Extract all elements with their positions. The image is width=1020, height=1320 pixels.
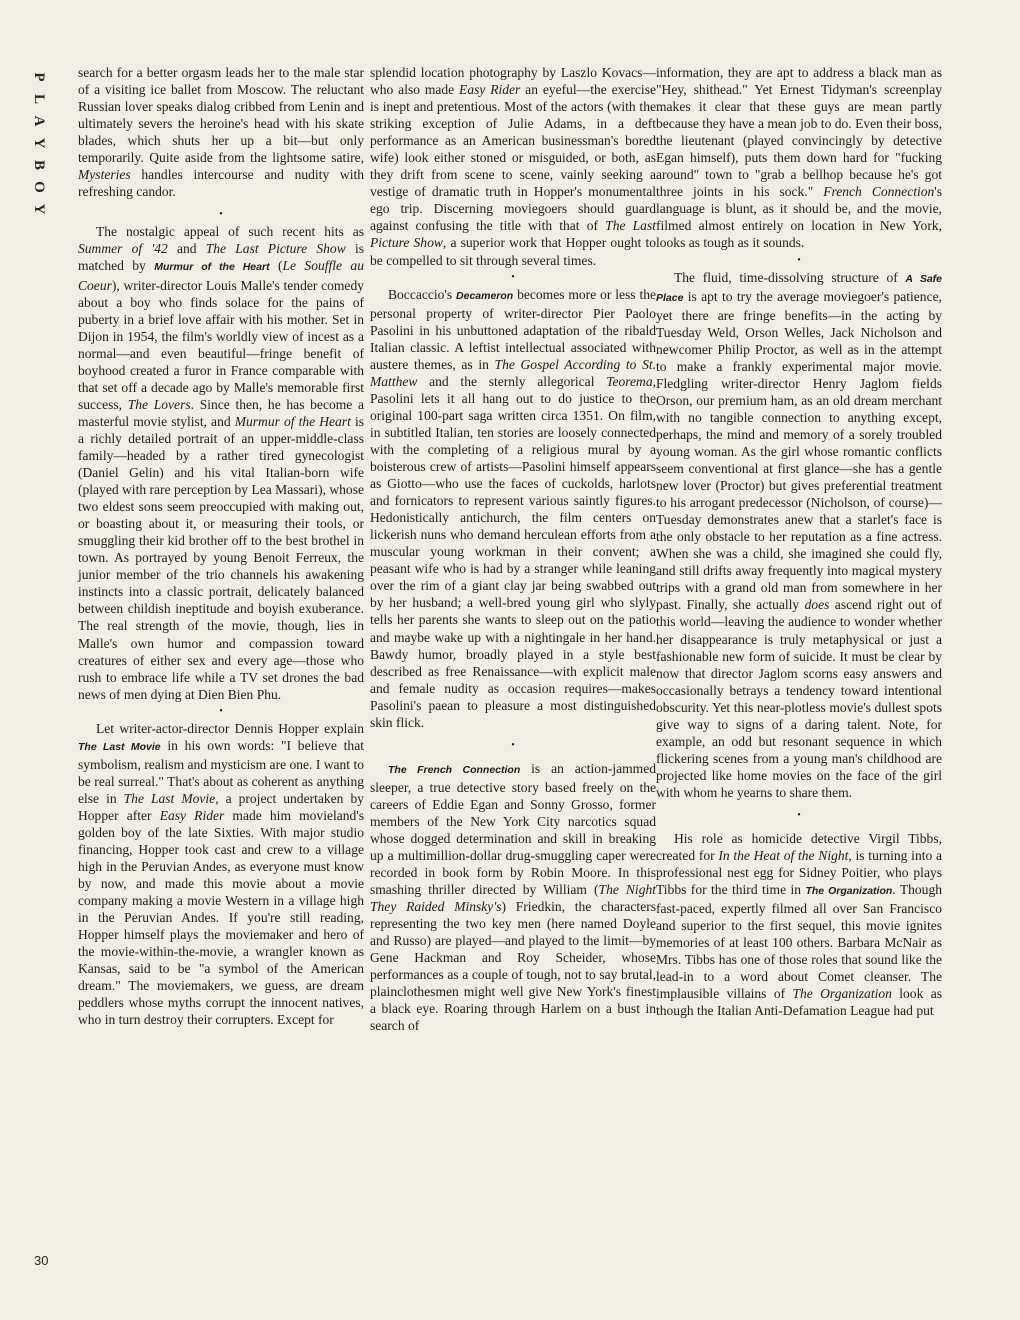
masthead-letter: P	[31, 72, 47, 82]
section-divider: •	[797, 254, 801, 266]
film-title: Decameron	[456, 289, 514, 302]
paragraph: The fluid, time-dissolving structure of A Safe Place is apt to try the average moviegoer's patience, yet there are fringe benefits—in the acting by Tuesday Weld, Orson Welles, Jack Nicholson and newcomer Philip Proctor, as well as in the attempt to make a frankly experimental major movie. Fledgling writer-director Henry Jaglom fields Orson, our premium ham, as an old dream merchant with no tangible connection to anything except, perhaps, the mind and memory of a sorely troubled young woman. As the girl whose romantic conflicts seem conventional at first glance—she has a gentle new lover (Proctor) but gives preferential treatment to his arrogant predecessor (Nicholson, of course)—Tuesday demonstrates anew that a starlet's face is the only obstacle to her reputation as a fine actress. When she was a child, she imagined she could fly, and still drifts away frequently into magical mystery trips with a grand old man from somewhere in her past. Finally, she actually does ascend right out of this world—leaving the audience to wonder whether her disappearance is truly metaphysical or just a fashionable new form of suicide. It must be clear by now that director Jaglom scorns easy answers and occasionally betrays a tendency toward intentional obscurity. Yet this near-plotless movie's dullest spots give way to signs of a daring talent. Note, for example, an odd but resonant sequence in which flickering scenes from a young man's childhood are projected like home movies on the face of the girl with whom he yearns to share them.	[656, 269, 943, 800]
masthead-letter: B	[31, 159, 47, 170]
paragraph: His role as homicide detective Virgil Tibbs, created for In the Heat of the Night, is turning into a professional nest egg for Sidney Poitier, who plays Tibbs for the third time in The Organization. Though fast-paced, expertly filmed all over San Francisco and superior to the first sequel, this movie ignites memories of at least 100 others. Barbara McNair as Mrs. Tibbs has one of those roles that sound like the lead-in to a word about Comet cleanser. The implausible villains of The Organization look as though the Italian Anti-Defamation League had put	[656, 830, 942, 1019]
magazine-masthead	[28, 66, 50, 220]
film-title: A Safe Place	[656, 272, 943, 304]
film-title: The Organization	[805, 885, 893, 898]
paragraph: Let writer-actor-director Dennis Hopper explain The Last Movie in his own words: "I believe that symbolism, realism and mysticism are one. I want to be real surreal." That's about as coherent as anything else in The Last Movie, a project undertaken by Hopper after Easy Rider made him movieland's golden boy of the late Sixties. With major studio financing, Hopper took cast and crew to a village high in the Peruvian Andes, as everyone must know by now, and made this movie about a movie company making a movie Western in a village high in the Peruvian Andes. If you're still reading, Hopper himself plays the moviemaker and hero of the movie-within-the-movie, a wrangler known as Kansas, said to be "a symbol of the American dream." The moviemakers, we guess, are dream peddlers whose myths corrupt the innocent natives, who in turn destroy their corrupters. Except for	[78, 720, 365, 1028]
masthead-letter: Y	[31, 137, 47, 149]
paragraph: The French Connection is an action-jammed sleeper, a true detective story based freely on the careers of Eddie Egan and Sonny Grosso, former members of the New York City narcotics squad whose dogged determination and skill in breaking up a multimillion-dollar drug-smuggling caper were recorded in book form by Robin Moore. In this smashing thriller directed by William (The Night They Raided Minsky's) Friedkin, the characters representing the two key men (here named Doyle and Russo) are played—and played to the limit—by Gene Hackman and Roy Scheider, whose performances as a couple of tough, not to say brutal, plainclothesmen might well give New York's finest a black eye. Roaring through Harlem on a bust in search of	[370, 760, 656, 1034]
section-divider: •	[797, 809, 801, 821]
masthead-letter: A	[31, 115, 47, 127]
masthead-letter: O	[31, 181, 47, 193]
masthead-letter: Y	[31, 203, 47, 215]
page-number: 30	[34, 1253, 49, 1268]
paragraph: The nostalgic appeal of such recent hits as Summer of '42 and The Last Picture Show is matched by Murmur of the Heart (Le Souffle au Coeur), writer-director Louis Malle's tender comedy about a boy who finds solace for the pains of puberty in a brief love affair with his mother. Set in Dijon in 1954, the film's worldly view of incest as a normal—and even beautiful—fringe benefit of boyhood created a furor in France comparable with that set off a decade ago by Malle's memorable first success, The Lovers. Since then, he has become a masterful movie stylist, and Murmur of the Heart is a richly detailed portrait of an upper-middle-class family—headed by a rather tired gynecologist (Daniel Gelin) and his vital Italian-born wife (played with rare perception by Lea Massari), whose two eldest sons seem preoccupied with making out, or boasting about it, or measuring their tools, or smuggling their kid brother off to the best brothel in town. As portrayed by young Benoit Ferreux, the junior member of the trio channels his awakening instincts into a classic portrait, delicately balanced between childish ineptitude and boyish exuberance. The real strength of the movie, though, lies in Malle's own humor and compassion toward creatures of either sex and every age—those who rush to embrace life while a TV set drones the bad news of men dying at Dien Bien Phu.	[78, 224, 364, 702]
column-1	[78, 64, 364, 1029]
paragraph: search for a better orgasm leads her to the male star of a visiting ice ballet from Moscow. The reluctant Russian lover speaks dialog cribbed from Lenin and ultimately severs the heroine's head with his skate blades, which shuts her up a bit—but only temporarily. Quite aside from the lightsome satire, Mysteries handles intercourse and nudity with refreshing candor.	[78, 65, 364, 200]
column-3	[656, 64, 942, 1019]
paragraph: splendid location photography by Laszlo Kovacs—who also made Easy Rider an eyeful—the exercise is inept and pretentious. Most of the actors (with the striking exception of Julie Adams, in a deft performance as an American businessman's bored wife) look either stoned or misguided, or both, as they drift from scene to scene, vainly seeking a vestige of dramatic truth in Hopper's monumental ego trip. Discerning moviegoers should guard against confusing the title with that of The Last Picture Show, a superior work that Hopper ought to be compelled to sit through several times.	[370, 65, 656, 268]
section-divider: •	[511, 739, 515, 751]
film-title: The Last Movie	[78, 740, 161, 753]
masthead-letter: L	[31, 93, 47, 104]
section-divider: •	[511, 271, 515, 283]
film-title: The French Connection	[388, 763, 521, 776]
column-2	[370, 64, 656, 1035]
paragraph: Boccaccio's Decameron becomes more or less the personal property of writer-director Pier Paolo Pasolini in his unbuttoned adaptation of the ribald Italian classic. A leftist intellectual associated with austere themes, as in The Gospel According to St. Matthew and the sternly allegorical Teorema, Pasolini lets it all hang out to do justice to the original 100-part saga written circa 1351. On film, in subtitled Italian, ten stories are loosely connected with the completing of a religious mural by a boisterous crew of artists—Pasolini himself appears as Giotto—who use the faces of cuckolds, harlots and fornicators to represent various saintly figures. Hedonistically antichurch, the film centers on lickerish nuns who demand herculean efforts from a muscular young workman in their convent; a peasant wife who is had by a stranger while leaning over the rim of a giant clay jar being swabbed out by her husband; a well-bred young girl who slyly tells her parents she wants to sleep out on the patio and maybe wake up with a nightingale in her hand. Bawdy humor, broadly played in a style best described as free Renaissance—with explicit male and female nudity as occasion requires—makes Pasolini's paean to pleasure a most distinguished skin flick.	[370, 286, 656, 730]
paragraph: information, they are apt to address a black man as "Hey, shithead." Yet Ernest Tidyman's screenplay makes it clear that these guys are mean partly because they have a mean job to do. Even their boss, the lieutenant (played convincingly by detective Egan himself), puts them down hard for "fucking around" town to "grab a bellhop because he's got three joints in his sock." French Connection's language is blunt, as it should be, and the movie, filmed almost entirely on location in New York, looks as tough as it sounds.	[656, 65, 942, 251]
section-divider: •	[219, 705, 223, 717]
film-title: Murmur of the Heart	[154, 261, 270, 274]
section-divider: •	[219, 209, 223, 221]
